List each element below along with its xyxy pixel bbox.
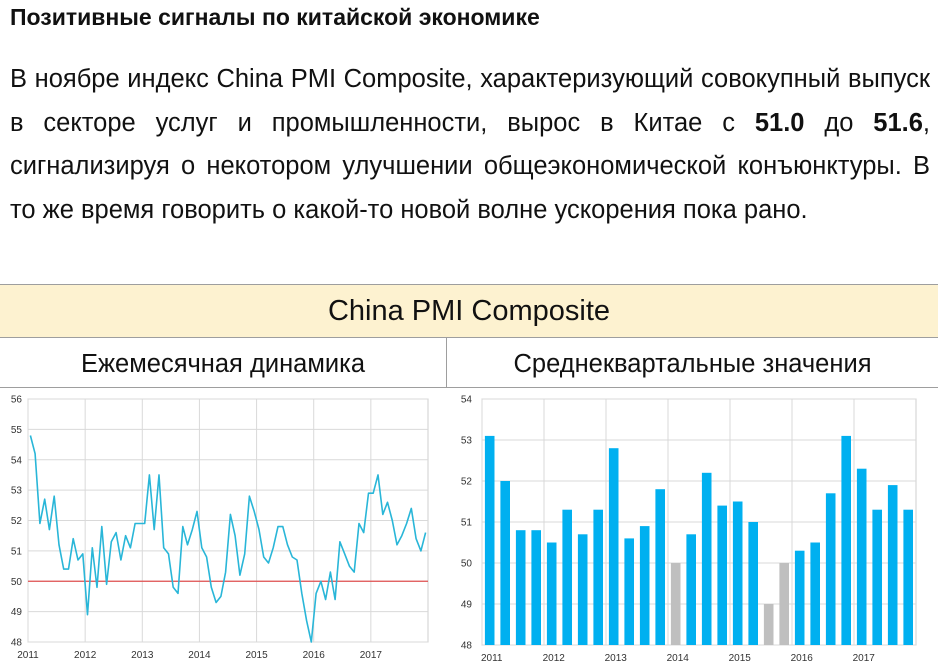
x-tick-label: 2014 [188,650,211,661]
y-tick-label: 48 [10,637,22,649]
quarter-bar [872,510,882,645]
x-tick-label: 2012 [74,650,97,661]
quarter-bar [485,436,495,645]
y-tick-label: 55 [10,424,22,436]
quarter-bar [686,534,696,645]
y-tick-label: 53 [10,485,22,497]
para-text-2: до [804,108,874,137]
quarter-bar [609,448,619,645]
quarter-bar [764,604,774,645]
y-tick-label: 50 [10,576,22,588]
quarter-bar [748,522,758,645]
y-tick-label: 52 [10,516,22,527]
description-paragraph [10,58,930,232]
value-previous: 51.0 [754,108,805,137]
y-tick-label: 53 [460,435,472,447]
quarter-bar [516,530,526,645]
x-tick-label: 2011 [480,653,503,664]
x-tick-label: 2016 [790,653,813,664]
y-tick-label: 48 [460,640,472,652]
quarter-bar [857,469,867,645]
y-tick-label: 54 [460,394,472,406]
quarter-bar [655,489,665,645]
y-tick-label: 49 [10,607,22,619]
x-tick-label: 2013 [131,650,154,661]
y-tick-label: 50 [460,558,472,570]
quarter-bar [717,506,727,645]
para-text-3: , сигнализируя о некотором улучшении общеэкономической конъюнктуры. В то же время говорить о какой-то новой волне ускорения пока рано. [10,108,930,224]
y-tick-label: 52 [460,476,472,488]
y-tick-label: 49 [460,599,472,611]
monthly-line-chart [0,389,440,669]
x-tick-label: 2017 [359,650,382,661]
quarter-bar [578,534,588,645]
quarter-bar [795,551,805,645]
x-tick-label: 2012 [542,653,565,664]
x-tick-label: 2011 [17,650,39,661]
x-tick-label: 2016 [302,650,325,661]
quarter-bar [593,510,603,645]
quarter-bar [903,510,913,645]
y-tick-label: 54 [10,455,22,467]
x-tick-label: 2017 [852,653,875,664]
quarter-bar [562,510,572,645]
quarter-bar [779,563,789,645]
x-tick-label: 2013 [604,653,627,664]
quarter-bar [841,436,851,645]
x-tick-label: 2014 [666,653,689,664]
quarter-bar [733,502,743,646]
quarter-bar [810,543,820,646]
quarter-bar [640,526,650,645]
monthly-subtitle: Ежемесячная динамика [0,338,447,388]
y-tick-label: 56 [10,394,22,406]
y-tick-label: 51 [460,517,472,529]
quarter-bar [547,543,557,646]
quarter-bar [671,563,681,645]
quarterly-bar-chart [448,389,936,669]
x-tick-label: 2015 [728,653,751,664]
chart-banner-title: China PMI Composite [0,284,938,338]
quarter-bar [826,493,836,645]
x-tick-label: 2015 [245,650,268,661]
y-tick-label: 51 [10,546,22,558]
quarter-bar [531,530,541,645]
quarter-bar [888,485,898,645]
quarter-bar [624,538,634,645]
heading: Позитивные сигналы по китайской экономике [10,4,540,30]
quarterly-subtitle: Среднеквартальные значения [447,338,938,388]
value-current: 51.6 [873,108,923,137]
para-text-1: В ноябре индекс China PMI Composite, характеризующий совокупный выпуск в секторе услуг и промышленности, вырос в Китае с [10,65,930,137]
quarter-bar [500,481,510,645]
quarter-bar [702,473,712,645]
